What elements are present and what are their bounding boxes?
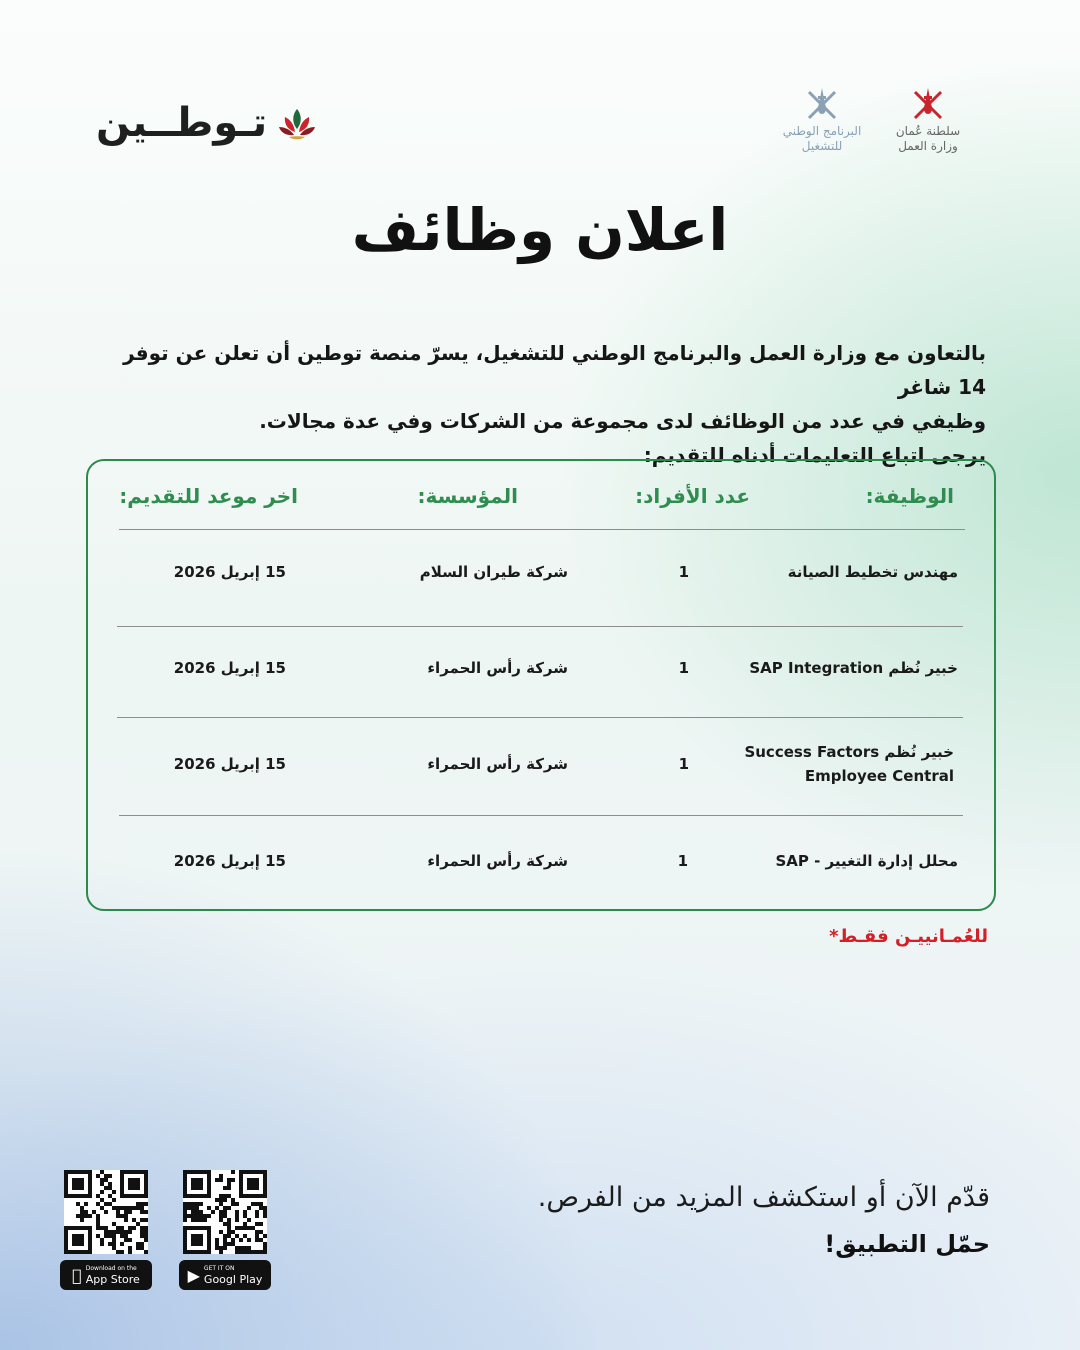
row-job-line2: Employee Central — [804, 767, 954, 785]
jobs-table-card — [86, 459, 996, 911]
badge-small-text: GET IT ON — [203, 1265, 235, 1272]
towteen-mark-icon — [275, 103, 319, 143]
ministry-of-labour-logo — [882, 84, 974, 154]
intro-line: وظيفي في عدد من الوظائف لدى مجموعة من الشركات وفي عدة مجالات. — [259, 409, 986, 433]
header-count: عدد الأفراد: — [635, 484, 750, 508]
row-count: 1 — [678, 563, 689, 581]
towteen-logo — [96, 100, 319, 146]
logo-line: سلطنة عُمان — [895, 124, 961, 138]
qr-code-icon[interactable] — [64, 1170, 148, 1254]
national-program-logo — [776, 84, 868, 154]
play-icon: ▶ — [187, 1265, 200, 1285]
row-job: مهندس تخطيط الصيانة — [787, 563, 958, 581]
government-logos — [776, 84, 974, 154]
row-count: 1 — [677, 852, 688, 870]
row-deadline: 15 إبريل 2026 — [173, 755, 286, 773]
row-job: خبير نُظم Success Factors — [744, 743, 954, 761]
row-deadline: 15 إبريل 2026 — [173, 659, 286, 677]
table-divider — [117, 717, 963, 718]
badge-big-text: Googl Play — [203, 1273, 263, 1286]
google-play-download[interactable] — [175, 1170, 275, 1290]
row-count: 1 — [678, 659, 689, 677]
row-company: شركة رأس الحمراء — [427, 755, 568, 773]
app-store-badge[interactable] — [60, 1260, 152, 1290]
row-deadline: 15 إبريل 2026 — [173, 852, 286, 870]
logo-line: للتشغيل — [801, 139, 843, 153]
row-job: خبير نُظم SAP Integration — [749, 659, 958, 677]
intro-line: يرجى اتباع التعليمات أدناه للتقديم: — [643, 443, 986, 467]
row-deadline: 15 إبريل 2026 — [173, 563, 286, 581]
cta-text: قدّم الآن أو استكشف المزيد من الفرص. — [537, 1182, 990, 1213]
app-store-download[interactable] — [56, 1170, 156, 1290]
row-job: محلل إدارة التغيير - SAP — [775, 852, 958, 870]
intro-paragraph — [106, 336, 986, 472]
row-company: شركة رأس الحمراء — [427, 659, 568, 677]
badge-big-text: App Store — [80, 1273, 136, 1286]
brand-name: تـوطــين — [96, 100, 268, 146]
logo-line: وزارة العمل — [898, 139, 958, 153]
row-company: شركة رأس الحمراء — [427, 852, 568, 870]
qr-code-icon[interactable] — [183, 1170, 267, 1254]
omani-only-note: للعُمـانييـن فقـط* — [829, 926, 988, 947]
row-company: شركة طيران السلام — [419, 563, 568, 581]
row-count: 1 — [678, 755, 689, 773]
oman-emblem-icon — [803, 84, 841, 124]
badge-small-text: Download on the — [80, 1265, 132, 1272]
download-app-text: حمّل التطبيق! — [824, 1230, 990, 1258]
header-job: الوظيفة: — [865, 484, 954, 508]
table-divider — [119, 529, 965, 530]
apple-icon — [72, 1266, 82, 1285]
google-play-badge[interactable] — [179, 1260, 271, 1290]
table-divider — [119, 815, 963, 816]
header-deadline: اخر موعد للتقديم: — [119, 484, 298, 508]
logo-line: البرنامج الوطني — [782, 124, 862, 138]
table-divider — [117, 626, 963, 627]
header-company: المؤسسة: — [417, 484, 518, 508]
oman-emblem-icon — [909, 84, 947, 124]
page-title: اعلان وظائف — [351, 196, 729, 264]
intro-line: بالتعاون مع وزارة العمل والبرنامج الوطني للتشغيل، يسرّ منصة توطين أن تعلن عن توفر 14 شاغر — [123, 341, 986, 399]
